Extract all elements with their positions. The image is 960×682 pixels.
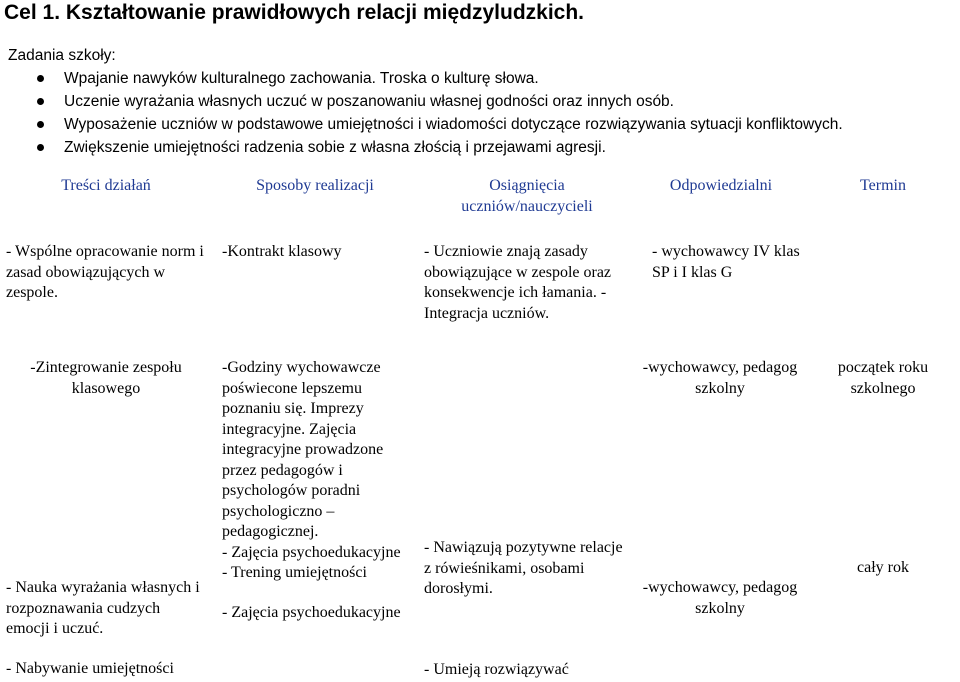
row2-responsible: -wychowawcy, pedagog szkolny -wychowawcy, pedagog szkolny <box>642 359 798 617</box>
row1-deadline <box>806 220 960 352</box>
list-item: Wyposażenie uczniów w podstawowe umiejętności i wiadomości dotyczące rozwiązywania sytuacji konfliktowych. <box>8 113 843 136</box>
page-title: Cel 1. Kształtowanie prawidłowych relacji międzyludzkich. <box>4 1 585 24</box>
school-tasks <box>8 44 843 159</box>
table-row <box>0 220 960 352</box>
row2-deadline: początek roku szkolnego cały rok <box>837 359 929 576</box>
bullet-icon <box>37 121 44 128</box>
list-item: Zwiększenie umiejętności radzenia sobie z własna złością i przejawami agresji. <box>8 136 843 159</box>
header-achievements: Osiągnięcia uczniów/nauczycieli <box>461 177 593 215</box>
row2-methods: -Godziny wychowawcze poświecone lepszemu poznaniu się. Imprezy integracyjne. Zajęcia integracyjne prowadzone przez pedagogów i psychologów poradni psychologiczno – pedagogicznej. - Zajęcia psychoedukacyjne - Trening umiejętności - Zajęcia psychoedukacyjne <box>222 359 401 621</box>
tasks-list <box>8 67 843 159</box>
table-row <box>0 352 960 681</box>
tasks-label: Zadania szkoły: <box>8 47 116 64</box>
list-item: Uczenie wyrażania własnych uczuć w poszanowaniu własnej godności oraz innych osób. <box>8 90 843 113</box>
header-methods: Sposoby realizacji <box>256 177 374 194</box>
header-responsible: Odpowiedzialni <box>669 177 773 194</box>
row2-achievements: - Nawiązują pozytywne relacje z rówieśnikami, osobami dorosłymi. - Umieją rozwiązywać <box>424 539 623 678</box>
list-item: Wpajanie nawyków kulturalnego zachowania. Troska o kulturę słowa. <box>8 67 843 90</box>
row1-achievements: - Uczniowie znają zasady obowiązujące w zespole oraz konsekwencje ich łamania. -Integracja uczniów. <box>424 243 612 322</box>
table-header-row <box>0 172 960 220</box>
header-deadline: Termin <box>860 177 906 194</box>
bullet-icon <box>37 75 44 82</box>
bullet-icon <box>37 144 44 151</box>
row1-content: - Wspólne opracowanie norm i zasad obowiązujących w zespole. <box>6 243 204 301</box>
bullet-icon <box>37 98 44 105</box>
row2-content: -Zintegrowanie zespołu klasowego - Nauka wyrażania własnych i rozpoznawania cudzych emocji i uczuć. - Nabywanie umiejętności <box>6 359 200 677</box>
header-content: Treści działań <box>61 177 151 194</box>
row1-responsible: - wychowawcy IV klas SP i I klas G <box>652 243 800 281</box>
activities-table <box>0 172 960 681</box>
row1-methods: -Kontrakt klasowy <box>222 243 342 260</box>
